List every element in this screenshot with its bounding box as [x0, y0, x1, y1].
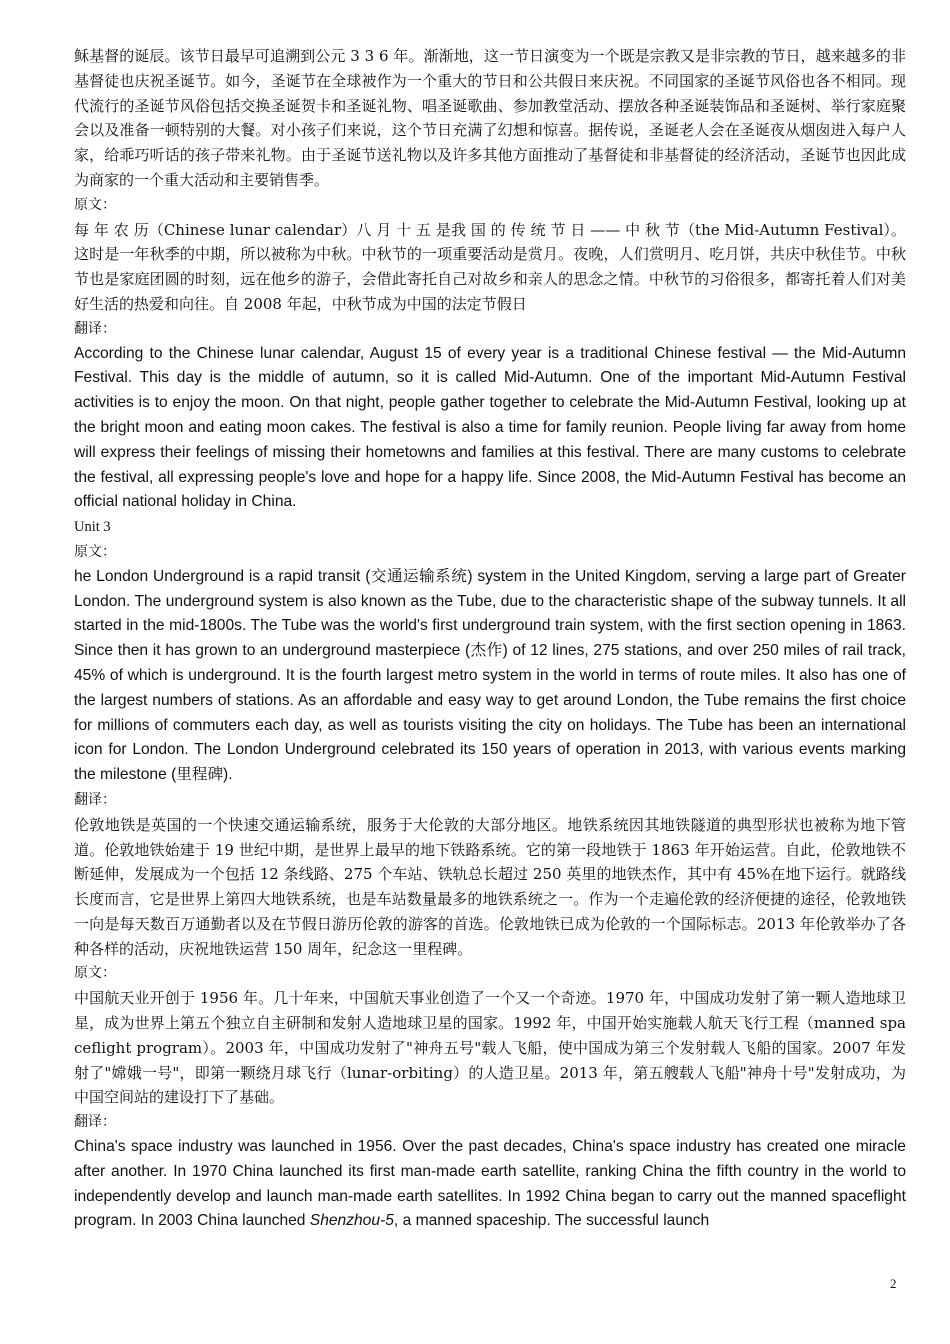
london-underground-translation-text: 伦敦地铁是英国的一个快速交通运输系统，服务于大伦敦的大部分地区。地铁系统因其地铁隧道的典型形状也被称为地下管道。伦敦地铁始建于 19 世纪中期，是世界上最早的地下铁路系统。它的第一段地铁于 1863 年开始运营。自此，伦敦地铁不断延伸，发展成为一个包括 12 条线路、275 个车站、铁轨总长超过 250 英里的地铁杰作，其中有 45%在地下运行。就路线长度而言，它是世界上第四大地铁系统，也是车站数量最多的地铁系统之一。作为一个走遍伦敦的经济便捷的途径，伦敦地铁一向是每天数百万通勤者以及在节假日游历伦敦的游客的首选。伦敦地铁已成为伦敦的一个国际标志。2013 年伦敦举办了各种各样的活动，庆祝地铁运营 150 周年，纪念这一里程碑。 [74, 815, 906, 958]
christmas-translation-continued: 稣基督的诞辰。该节日最早可追溯到公元 3 3 6 年。渐渐地，这一节日演变为一个既是宗教又是非宗教的节日，越来越多的非基督徒也庆祝圣诞节。如今，圣诞节在全球被作为一个重大的节日和公共假日来庆祝。不同国家的圣诞节风俗也各不相同。现代流行的圣诞节风俗包括交换圣诞贺卡和圣诞礼物、唱圣诞歌曲、参加教堂活动、摆放各种圣诞装饰品和圣诞树、举行家庭聚会以及准备一顿特别的大餐。对小孩子们来说，这个节日充满了幻想和惊喜。据传说，圣诞老人会在圣诞夜从烟囱进入每户人家，给乖巧听话的孩子带来礼物。由于圣诞节送礼物以及许多其他方面推动了基督徒和非基督徒的经济活动，圣诞节也因此成为商家的一个重大活动和主要销售季。 [74, 47, 906, 189]
space-industry-translation-text [74, 1135, 906, 1234]
document-page [74, 44, 906, 1234]
original-label: 原文： [74, 965, 116, 982]
translation-label: 翻译： [74, 791, 116, 808]
london-underground-original-text: he London Underground is a rapid transit (交通运输系统) system in the United Kingdom, serving a large part of Greater London. The underground system is also known as the Tube, due to the characteristic shape of the subway tunnels. It all started in the mid-1800s. The Tube was the world's first underground train system, with the first section opening in 1863. Since then it has grown to an underground masterpiece (杰作) of 12 lines, 275 stations, and over 250 miles of rail track, 45% of which is underground. It is the fourth largest metro system in the world in terms of route miles. It also has one of the largest numbers of stations. As an affordable and easy way to get around London, the Tube remains the first choice for millions of commuters each day, as well as tourists visiting the city on holidays. The Tube has been an international icon for London. The London Underground celebrated its 150 years of operation in 2013, with various events marking the milestone (里程碑). [74, 567, 906, 784]
space-industry-original-text: 中国航天业开创于 1956 年。几十年来，中国航天事业创造了一个又一个奇迹。1970 年，中国成功发射了第一颗人造地球卫星，成为世界上第五个独立自主研制和发射人造地球卫星的国家。1992 年，中国开始实施载人航天飞行工程（manned spaceflight program）。2003 年，中国成功发射了"神舟五号"载人飞船，使中国成为第三个发射载人飞船的国家。2007 年发射了"嫦娥一号"，即第一颗绕月球飞行（lunar-orbiting）的人造卫星。2013 年，第五艘载人飞船"神舟十号"发射成功，为中国空间站的建设打下了基础。 [74, 989, 906, 1107]
space-translation-part-1: China's space industry was launched in 1956. Over the past decades, China's space industry has created one miracle after another. In 1970 China launched its first man-made earth satellite, ranking China the fifth country in the world to independently develop and launch man-made earth satellites. In 1992 China began to carry out the manned spaceflight program. In 2003 China launched [74, 1138, 906, 1230]
midautumn-translation-text: According to the Chinese lunar calendar, August 15 of every year is a traditional Chinese festival — the Mid-Autumn Festival. This day is the middle of autumn, so it is called Mid-Autumn. One of the important Mid-Autumn Festival activities is to enjoy the moon. On that night, people gather together to celebrate the Mid-Autumn Festival, looking up at the bright moon and eating moon cakes. The festival is also a time for family reunion. People living far away from home will express their feelings of missing their hometowns and families at this festival. There are many customs to celebrate the festival, all expressing people's love and hope for a happy life. Since 2008, the Mid-Autumn Festival has become an official national holiday in China. [74, 344, 906, 511]
unit-heading: Unit 3 [74, 519, 111, 536]
space-translation-part-2: , a manned spaceship. The successful launch [393, 1212, 710, 1230]
original-label: 原文： [74, 543, 116, 560]
midautumn-original-text: 每 年 农 历（Chinese lunar calendar）八 月 十 五 是我 国 的 传 统 节 日 —— 中 秋 节（the Mid-Autumn Festival）。这时是一年秋季的中期，所以被称为中秋。中秋节的一项重要活动是赏月。夜晚，人们赏明月、吃月饼，共庆中秋佳节。中秋节也是家庭团圆的时刻，远在他乡的游子，会借此寄托自己对故乡和亲人的思念之情。中秋节的习俗很多，都寄托着人们对美好生活的热爱和向往。自 2008 年起，中秋节成为中国的法定节假日 [74, 220, 906, 313]
translation-label: 翻译： [74, 320, 116, 337]
translation-label: 翻译： [74, 1114, 116, 1131]
original-label: 原文： [74, 196, 116, 213]
spaceship-name: Shenzhou-5 [309, 1212, 394, 1230]
page-number: 2 [890, 1276, 897, 1291]
